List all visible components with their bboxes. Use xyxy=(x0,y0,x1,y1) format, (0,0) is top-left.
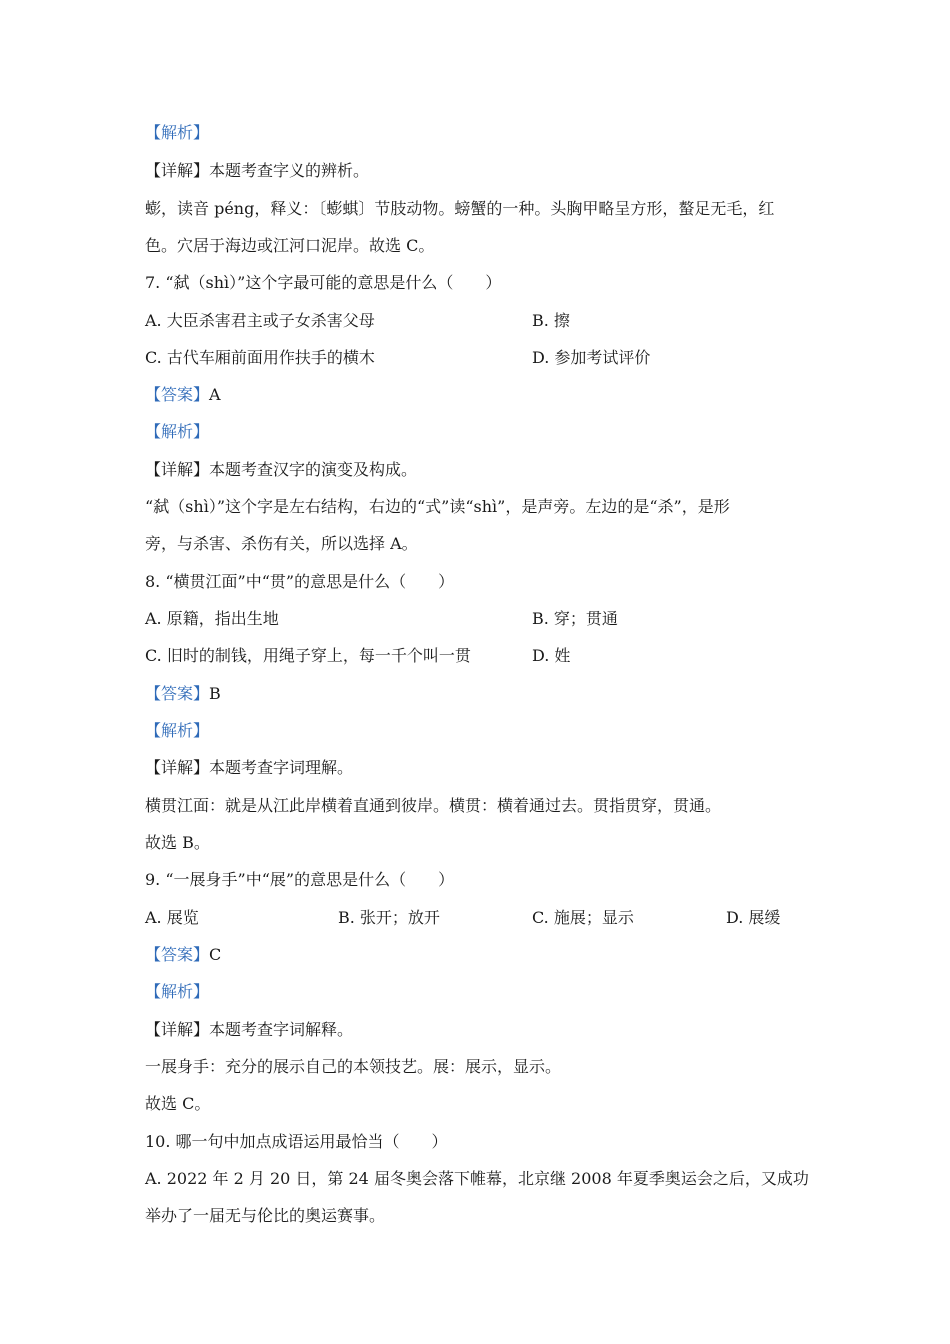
q6-body-line-1: 蟛，读音 péng，释义：〔蟛蜞〕节肢动物。螃蟹的一种。头胸甲略呈方形，螯足无毛，红 xyxy=(145,199,775,218)
q8-stem: 8. “横贯江面”中“贯”的意思是什么（ ） xyxy=(145,572,455,591)
q9-analysis-tag: 【解析】 xyxy=(145,982,210,1001)
q6-detail: 【详解】本题考查字义的辨析。 xyxy=(145,161,370,180)
q7-stem: 7. “弑（shì）”这个字最可能的意思是什么（ ） xyxy=(145,273,502,292)
q8-option-d: D. 姓 xyxy=(532,646,571,665)
q7-answer xyxy=(145,385,221,405)
q9-option-b: B. 张开；放开 xyxy=(338,908,440,927)
q7-answer-value: A xyxy=(209,385,221,404)
q9-answer-tag: 【答案】 xyxy=(145,945,210,964)
q10-option-a-line-2: 举办了一届无与伦比的奥运赛事。 xyxy=(145,1206,386,1225)
q7-body-line-1: “弑（shì）”这个字是左右结构，右边的“式”读“shì”，是声旁。左边的是“杀”，是形 xyxy=(145,497,730,516)
q9-stem: 9. “一展身手”中“展”的意思是什么（ ） xyxy=(145,870,455,889)
q8-body-line-2: 故选 B。 xyxy=(145,833,210,852)
q7-analysis-tag: 【解析】 xyxy=(145,422,210,441)
q8-option-c: C. 旧时的制钱，用绳子穿上，每一千个叫一贯 xyxy=(145,646,471,665)
q6-body-line-2: 色。穴居于海边或江河口泥岸。故选 C。 xyxy=(145,236,435,255)
q8-answer-tag: 【答案】 xyxy=(145,684,210,703)
q7-option-a: A. 大臣杀害君主或子女杀害父母 xyxy=(145,311,375,330)
q9-option-d: D. 展缓 xyxy=(726,908,781,927)
q8-detail: 【详解】本题考查字词理解。 xyxy=(145,758,354,777)
q6-analysis-tag: 【解析】 xyxy=(145,123,210,142)
q9-body-line-1: 一展身手：充分的展示自己的本领技艺。展：展示，显示。 xyxy=(145,1057,562,1076)
q7-answer-tag: 【答案】 xyxy=(145,385,210,404)
q8-body-line-1: 横贯江面：就是从江此岸横着直通到彼岸。横贯：横着通过去。贯指贯穿，贯通。 xyxy=(145,796,722,815)
q8-analysis-tag: 【解析】 xyxy=(145,721,210,740)
q8-option-b: B. 穿；贯通 xyxy=(532,609,618,628)
q7-option-c: C. 古代车厢前面用作扶手的横木 xyxy=(145,348,375,367)
q9-detail: 【详解】本题考查字词解释。 xyxy=(145,1020,354,1039)
q9-answer-value: C xyxy=(209,945,222,964)
q10-option-a-line-1: A. 2022 年 2 月 20 日，第 24 届冬奥会落下帷幕，北京继 2008 年夏季奥运会之后，又成功 xyxy=(145,1169,809,1188)
q8-option-a: A. 原籍，指出生地 xyxy=(145,609,279,628)
q7-option-b: B. 擦 xyxy=(532,311,570,330)
q9-answer xyxy=(145,945,221,965)
q9-body-line-2: 故选 C。 xyxy=(145,1094,211,1113)
q8-answer xyxy=(145,684,221,704)
q7-option-d: D. 参加考试评价 xyxy=(532,348,651,367)
q8-answer-value: B xyxy=(209,684,221,703)
q9-option-c: C. 施展；显示 xyxy=(532,908,634,927)
q7-detail: 【详解】本题考查汉字的演变及构成。 xyxy=(145,460,418,479)
q9-option-a: A. 展览 xyxy=(145,908,199,927)
q10-stem: 10. 哪一句中加点成语运用最恰当（ ） xyxy=(145,1132,448,1151)
q7-body-line-2: 旁，与杀害、杀伤有关，所以选择 A。 xyxy=(145,534,418,553)
